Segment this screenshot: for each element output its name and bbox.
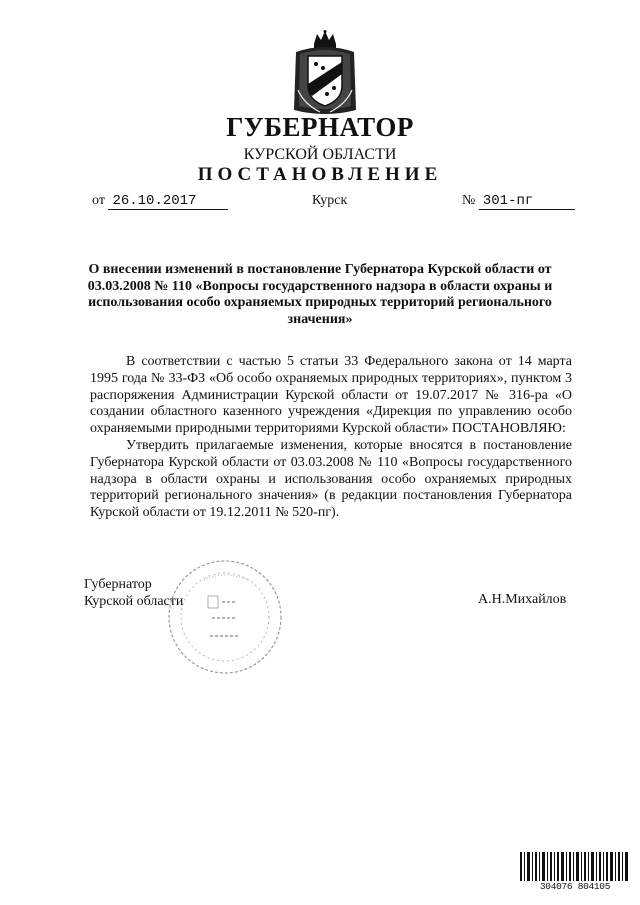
seal-stamp — [164, 556, 286, 678]
signatory-role — [84, 576, 183, 610]
document-date — [92, 193, 228, 210]
date-prefix: от — [92, 193, 105, 208]
number-value: 301-пг — [479, 193, 575, 210]
document-heading: О внесении изменений в постановление Губернатора Курской области от 03.03.2008 № 110 «Вопросы государственного надзора в области охраны и использования особо охраняемых природных территорий регионального значения» — [87, 262, 553, 327]
body-paragraph: В соответствии с частью 5 статьи 33 Федерального закона от 14 марта 1995 года № 33-ФЗ «Об особо охраняемых природных территориях», пунктом 3 распоряжения Администрации Курской области от 19.07.2017 № 316-ра «О создании областного казенного учреждения «Дирекция по управлению особо охраняемыми природными территориями Курской области» ПОСТАНОВЛЯЮ: — [90, 354, 572, 437]
document-subtitle: КУРСКОЙ ОБЛАСТИ — [243, 146, 397, 163]
signatory-role-line: Курской области — [84, 594, 184, 609]
document-number — [462, 193, 575, 210]
coat-of-arms-icon — [290, 30, 360, 116]
document-type: ПОСТАНОВЛЕНИЕ — [197, 164, 443, 185]
number-prefix: № — [462, 193, 476, 208]
document-city: Курск — [312, 193, 348, 208]
date-value: 26.10.2017 — [108, 193, 228, 210]
signatory-name: А.Н.Михайлов — [478, 592, 567, 607]
body-paragraph: Утвердить прилагаемые изменения, которые вносятся в постановление Губернатора Курской области от 03.03.2008 № 110 «Вопросы государственного надзора в области охраны и использования особо охраняемых природных территорий регионального значения» (в редакции постановления Губернатора Курской области от 19.12.2011 № 520-пг). — [90, 437, 572, 521]
document-body — [90, 354, 572, 522]
signatory-role-line: Губернатор — [84, 577, 152, 592]
barcode-number: 304076 804105 — [520, 881, 630, 892]
document-title: ГУБЕРНАТОР — [226, 112, 414, 142]
